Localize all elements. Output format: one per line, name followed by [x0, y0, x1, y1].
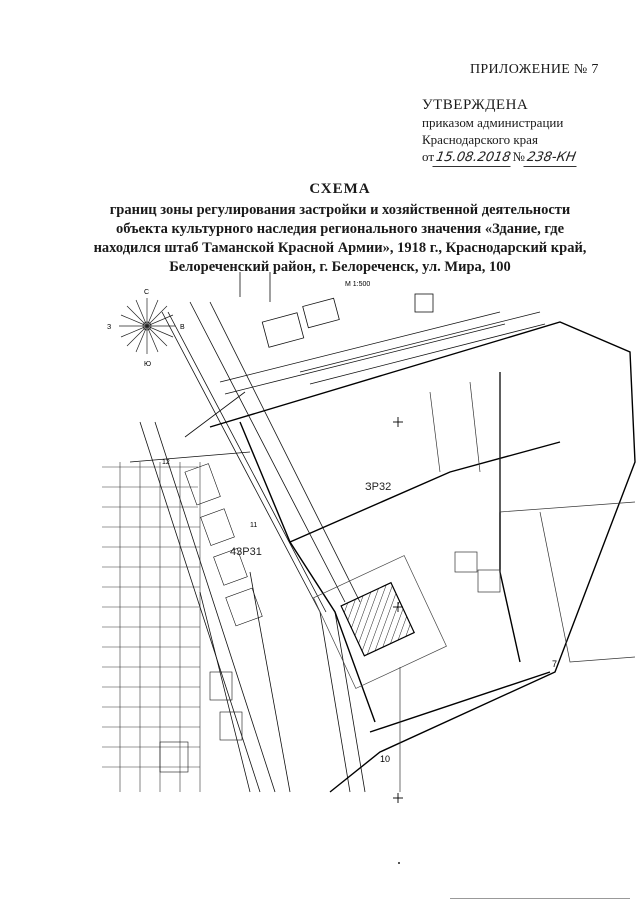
document-heading	[80, 180, 600, 277]
map-drawing	[100, 272, 640, 812]
point-label-10: 10	[380, 754, 391, 764]
heading-line-2: объекта культурного наследия регионального значения «Здание, где	[115, 221, 565, 237]
zone-label-zr32: ЗР32	[365, 481, 392, 493]
heading-line-4: Белореченский район, г. Белореченск, ул. Мира, 100	[169, 259, 511, 275]
compass-icon	[107, 289, 185, 368]
zone-label-zr31: 43Р31	[230, 546, 262, 558]
scale-label: М 1:500	[345, 281, 371, 288]
point-label-11: 11	[250, 522, 258, 529]
point-label-7: 7	[552, 659, 558, 669]
compass-west: З	[107, 324, 112, 331]
heritage-building	[314, 556, 447, 689]
heading-line-1: границ зоны регулирования застройки и хозяйственной деятельности	[109, 202, 571, 218]
zone-boundary	[210, 322, 635, 792]
approval-title: УТВЕРЖДЕНА	[422, 97, 529, 113]
right-parcels	[400, 372, 635, 792]
compass-north: С	[144, 289, 150, 296]
approval-block	[422, 97, 577, 167]
coordinate-grid	[102, 462, 200, 792]
heading-line-3: находился штаб Таманской Красной Армии», 1918 г., Краснодарский край,	[93, 240, 587, 256]
approval-line-2: Краснодарского края	[422, 132, 538, 147]
page-edge-line	[450, 898, 630, 899]
handwritten-date: 15.08.2018	[432, 149, 514, 167]
scan-dot	[398, 862, 400, 864]
point-label-12: 12	[162, 459, 170, 466]
approval-line-1: приказом администрации	[422, 115, 564, 130]
cadastral-map	[100, 272, 640, 812]
compass-south: Ю	[144, 361, 152, 368]
parcel-strip	[160, 464, 262, 772]
number-prefix: №	[512, 149, 525, 164]
handwritten-number: 238-КН	[523, 149, 579, 167]
compass-east: В	[180, 324, 185, 331]
approval-date-line	[422, 148, 577, 167]
date-prefix: от	[422, 149, 435, 164]
heading-title: СХЕМА	[309, 181, 371, 197]
appendix-label: ПРИЛОЖЕНИЕ № 7	[470, 62, 599, 77]
